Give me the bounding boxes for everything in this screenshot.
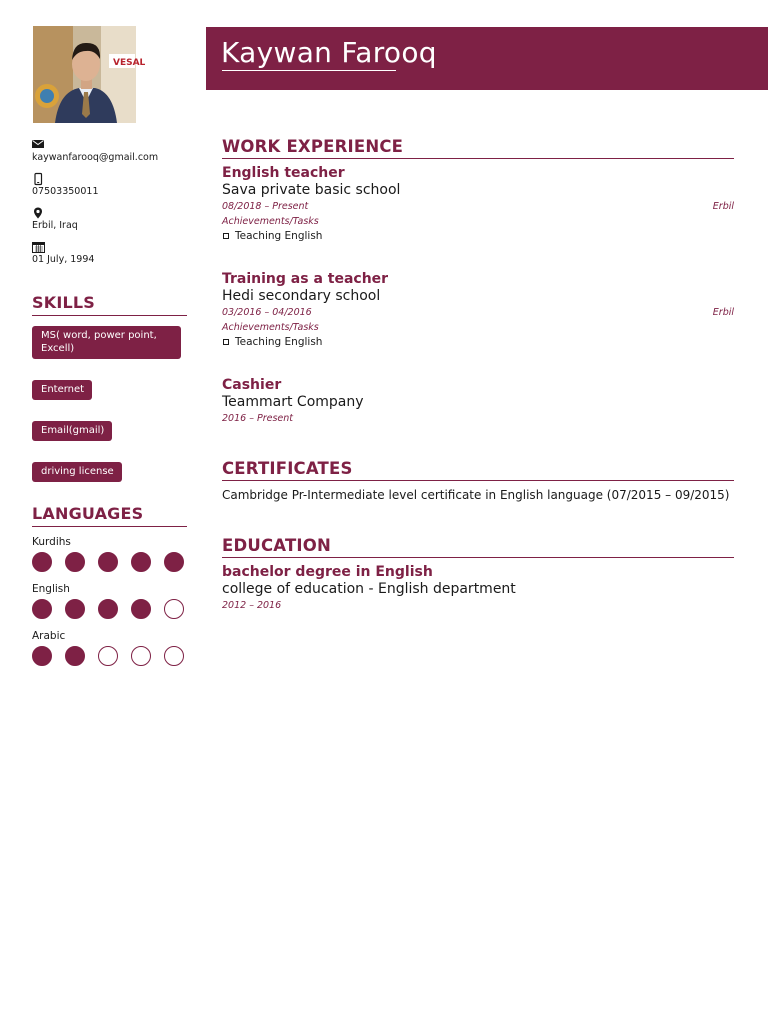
email-text[interactable]: kaywanfarooq@gmail.com xyxy=(32,152,159,163)
education-heading: EDUCATION xyxy=(222,536,734,558)
skills-heading: SKILLS xyxy=(32,293,187,316)
job-company: Sava private basic school xyxy=(222,182,401,198)
work-experience-heading: WORK EXPERIENCE xyxy=(222,137,734,159)
school-name: college of education - English department xyxy=(222,581,516,597)
job-location: Erbil xyxy=(712,307,734,318)
level-dot-filled xyxy=(32,552,52,572)
education-section xyxy=(222,536,734,614)
level-dot-filled xyxy=(65,552,85,572)
language-item xyxy=(32,535,187,572)
job-dates: 2016 – Present xyxy=(222,413,293,424)
task-text: Teaching English xyxy=(235,336,323,348)
language-name: English xyxy=(32,583,70,595)
sidebar xyxy=(32,26,187,676)
level-dot-empty xyxy=(131,646,151,666)
skills-section xyxy=(32,293,187,500)
job-meta xyxy=(222,305,734,321)
phone-text[interactable]: 07503350011 xyxy=(32,186,99,197)
contact-birthdate xyxy=(32,241,187,266)
level-dot-empty xyxy=(164,599,184,619)
job-meta xyxy=(222,411,734,427)
language-level-dots xyxy=(32,552,187,572)
job-dates: 03/2016 – 04/2016 xyxy=(222,307,312,318)
language-item xyxy=(32,582,187,619)
education-meta xyxy=(222,598,734,614)
certificates-heading: CERTIFICATES xyxy=(222,459,734,481)
main-content xyxy=(222,137,734,614)
skill-tag: Enternet xyxy=(32,380,92,400)
contact-phone xyxy=(32,173,187,198)
skill-list xyxy=(32,326,187,500)
skill-tag: driving license xyxy=(32,462,122,482)
level-dot-filled xyxy=(32,646,52,666)
square-bullet-icon xyxy=(223,233,229,239)
job-entry xyxy=(222,165,734,243)
skill-tag: Email(gmail) xyxy=(32,421,112,441)
degree-title: bachelor degree in English xyxy=(222,564,433,580)
job-entry xyxy=(222,271,734,349)
job-location: Erbil xyxy=(712,201,734,212)
language-name: Arabic xyxy=(32,630,66,642)
birthdate-text: 01 July, 1994 xyxy=(32,254,95,265)
languages-section xyxy=(32,504,187,666)
level-dot-filled xyxy=(164,552,184,572)
level-dot-filled xyxy=(98,552,118,572)
envelope-icon xyxy=(32,139,187,152)
level-dot-filled xyxy=(65,646,85,666)
certificates-section xyxy=(222,459,734,503)
job-title: Training as a teacher xyxy=(222,271,389,287)
contact-list xyxy=(32,139,187,266)
contact-location xyxy=(32,207,187,232)
square-bullet-icon xyxy=(223,339,229,345)
level-dot-filled xyxy=(98,599,118,619)
job-meta xyxy=(222,199,734,215)
skill-tag: MS( word, power point, Excell) xyxy=(32,326,181,359)
svg-text:VESAL: VESAL xyxy=(113,58,146,68)
education-entry xyxy=(222,564,734,614)
language-level-dots xyxy=(32,599,187,619)
work-experience-section xyxy=(222,137,734,427)
task-item xyxy=(222,335,734,349)
tasks-label: Achievements/Tasks xyxy=(222,216,319,227)
tasks-label: Achievements/Tasks xyxy=(222,322,319,333)
task-item xyxy=(222,229,734,243)
certificate-text: Cambridge Pr-Intermediate level certificate in English language (07/2015 – 09/2015) xyxy=(222,488,730,502)
level-dot-filled xyxy=(131,552,151,572)
level-dot-filled xyxy=(32,599,52,619)
location-text: Erbil, Iraq xyxy=(32,220,78,231)
job-entry xyxy=(222,377,734,427)
location-pin-icon xyxy=(32,207,187,220)
job-dates: 08/2018 – Present xyxy=(222,201,309,212)
name-banner xyxy=(206,27,768,90)
language-name: Kurdihs xyxy=(32,536,71,548)
level-dot-filled xyxy=(131,599,151,619)
job-title: Cashier xyxy=(222,377,282,393)
job-company: Hedi secondary school xyxy=(222,288,381,304)
language-item xyxy=(32,629,187,666)
phone-icon xyxy=(32,173,187,186)
languages-heading: LANGUAGES xyxy=(32,504,187,527)
contact-email xyxy=(32,139,187,164)
language-list xyxy=(32,535,187,666)
level-dot-empty xyxy=(98,646,118,666)
person-name: Kaywan Farooq xyxy=(221,36,437,69)
task-text: Teaching English xyxy=(235,230,323,242)
name-underline xyxy=(222,70,396,71)
level-dot-empty xyxy=(164,646,184,666)
calendar-icon xyxy=(32,241,187,254)
job-company: Teammart Company xyxy=(222,394,364,410)
job-title: English teacher xyxy=(222,165,345,181)
profile-photo xyxy=(33,26,146,123)
language-level-dots xyxy=(32,646,187,666)
level-dot-filled xyxy=(65,599,85,619)
education-dates: 2012 – 2016 xyxy=(222,600,282,611)
